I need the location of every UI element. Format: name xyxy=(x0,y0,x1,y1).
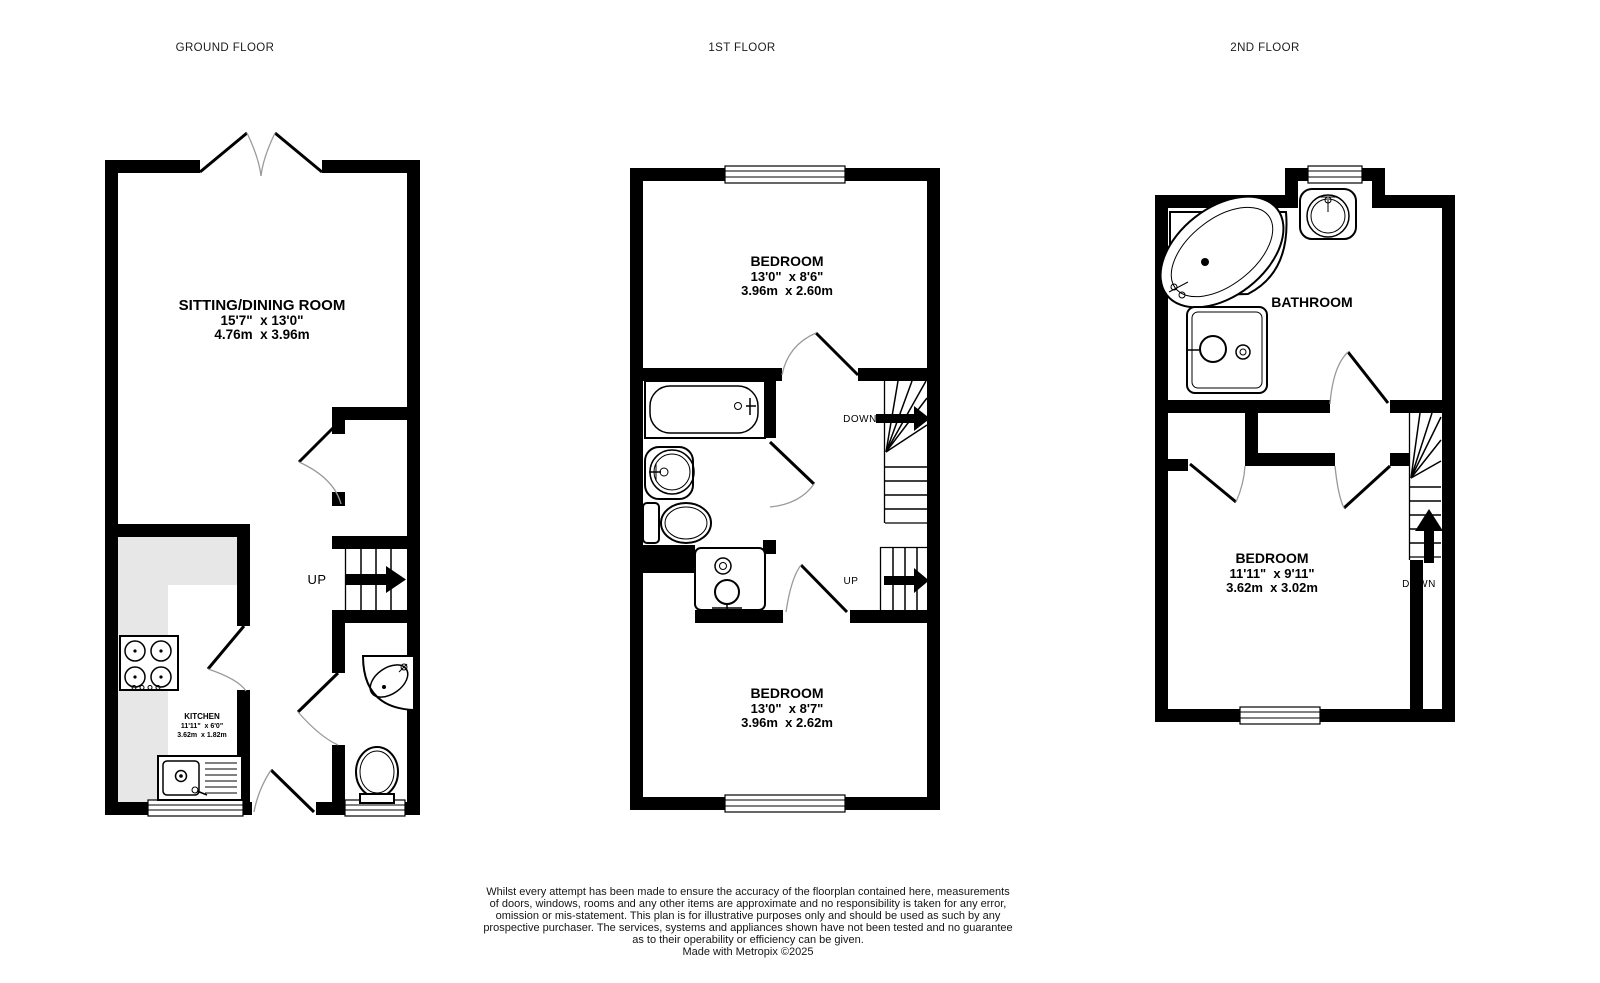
bedroom-label: BEDROOM xyxy=(1235,550,1309,566)
toilet-icon xyxy=(356,747,398,803)
french-doors-icon xyxy=(200,133,322,176)
basin-icon xyxy=(1300,189,1356,239)
first-floor-plan xyxy=(630,166,940,812)
second-floor-plan xyxy=(1140,166,1455,724)
window-icon xyxy=(1308,166,1362,183)
stairs-up-icon xyxy=(880,547,929,610)
bathroom-label: BATHROOM xyxy=(1271,294,1353,310)
kitchen-imperial: 11'11" x 6'0" xyxy=(180,723,224,730)
front-door-icon xyxy=(254,770,314,812)
second-down-label: DOWN xyxy=(1402,579,1436,590)
shower-tray-icon xyxy=(1187,307,1267,393)
bathroom-corner-block xyxy=(643,545,695,573)
disclaimer-line: Whilst every attempt has been made to ensure the accuracy of the floorplan contained here, measurements xyxy=(486,886,1010,898)
bedroom-back-door-icon xyxy=(786,565,847,612)
bedroom-imperial: 11'11" x 9'11" xyxy=(1229,566,1315,581)
bedroom-metric: 3.62m x 3.02m xyxy=(1226,580,1318,595)
window-icon xyxy=(725,166,845,183)
bedroom-door-right-icon xyxy=(1335,466,1390,508)
stairs-up-icon xyxy=(346,549,407,610)
metropix-credit: Made with Metropix ©2025 xyxy=(682,946,814,958)
bedroom-front-imperial: 13'0" x 8'6" xyxy=(750,269,824,284)
disclaimer-line: prospective purchaser. The services, systems and appliances shown have not been tested and no guarantee xyxy=(483,922,1013,934)
kitchen-metric: 3.62m x 1.82m xyxy=(177,732,227,739)
sitting-room-metric: 4.76m x 3.96m xyxy=(214,327,310,342)
bedroom-door-left-icon xyxy=(1190,464,1245,502)
disclaimer-line: of doors, windows, rooms and any other items are approximate and no responsibility is taken for any error, xyxy=(489,898,1007,910)
shower-unit-icon xyxy=(695,548,765,613)
bedroom-front-label: BEDROOM xyxy=(750,253,824,269)
ground-floor-title: GROUND FLOOR xyxy=(175,42,275,54)
corner-basin-icon xyxy=(363,656,414,710)
stairs-down-icon xyxy=(876,381,930,523)
hob-icon xyxy=(120,636,178,690)
bathroom-door-icon xyxy=(1330,352,1388,404)
bedroom-back-metric: 3.96m x 2.62m xyxy=(741,715,833,730)
stairs-down-icon xyxy=(1410,413,1444,563)
wc-door-icon xyxy=(298,673,338,745)
kitchen-sink-icon xyxy=(158,756,242,800)
window-icon xyxy=(148,800,243,816)
bedroom-back-imperial: 13'0" x 8'7" xyxy=(750,701,824,716)
window-icon xyxy=(725,795,845,812)
sitting-room-label: SITTING/DINING ROOM xyxy=(178,297,346,314)
bedroom-front-door-icon xyxy=(782,333,858,375)
ground-floor-plan xyxy=(105,133,420,816)
bedroom-back-label: BEDROOM xyxy=(750,685,824,701)
first-up-label: UP xyxy=(843,576,859,587)
first-floor-title: 1ST FLOOR xyxy=(708,42,776,54)
sitting-room-imperial: 15'7" x 13'0" xyxy=(220,313,304,328)
basin-icon xyxy=(645,447,694,499)
ground-up-label: UP xyxy=(307,572,327,587)
disclaimer-line: as to their operability or efficiency can be given. xyxy=(632,934,864,946)
disclaimer-line: omission or mis-statement. This plan is for illustrative purposes only and should be used as such by any xyxy=(495,910,1001,922)
disclaimer xyxy=(398,886,1098,958)
bathroom-door-icon xyxy=(770,442,814,507)
bedroom-front-metric: 3.96m x 2.60m xyxy=(741,283,833,298)
window-icon xyxy=(1240,707,1320,724)
second-floor-title: 2ND FLOOR xyxy=(1230,42,1300,54)
bath-icon xyxy=(645,381,765,438)
kitchen-label: KITCHEN xyxy=(184,712,220,721)
first-down-label: DOWN xyxy=(843,414,877,425)
toilet-icon xyxy=(643,503,711,543)
